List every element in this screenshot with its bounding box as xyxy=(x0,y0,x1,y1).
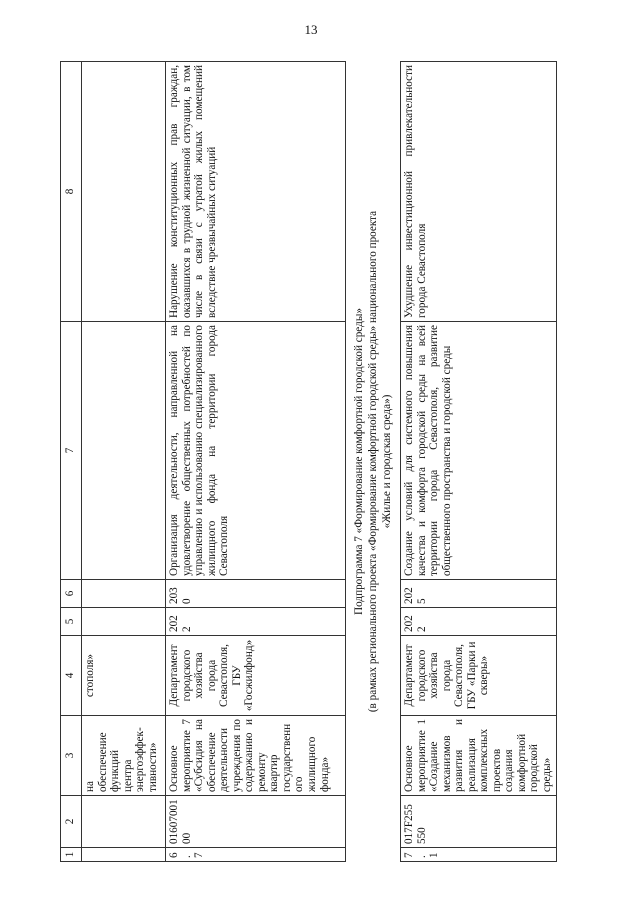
header-col-7: 7 xyxy=(61,322,82,580)
header-row xyxy=(61,62,82,862)
cell-result xyxy=(82,322,166,580)
cell-end: 2030 xyxy=(166,580,346,608)
rotated-table-page xyxy=(60,62,580,862)
cell-start: 2022 xyxy=(166,608,346,636)
table-row-7-1 xyxy=(401,62,557,862)
cell-measure-name: Основное мероприятие 7 «Субсидия на обеспечение деятельности учреждения по содержанию и ремонту квартир государственного жилищного фонда» xyxy=(166,716,346,796)
cell-code xyxy=(82,796,166,848)
page-number: 13 xyxy=(304,22,318,37)
cell-measure-name: Основное мероприятие 1 «Создание механизмов развития и реализация комплексных проектов создания комфортной городской среды» xyxy=(401,716,557,796)
header-col-6: 6 xyxy=(61,580,82,608)
cell-result: Организация деятельности, направленной на удовлетворение общественных потребностей по управлению и использованию специализированного жилищного фонда на территории города Севастополя xyxy=(166,322,346,580)
cell-num xyxy=(82,848,166,862)
cell-measure-name: на обеспечение функций центра энергоэффек-тивности» xyxy=(82,716,166,796)
header-col-8: 8 xyxy=(61,62,82,322)
cell-consequences: Нарушение конституционных прав граждан, оказавшихся в трудной жизненной ситуации, в том числе в связи с утратой жилых помещений вследствие чрезвычайных ситуаций xyxy=(166,62,346,322)
header-col-4: 4 xyxy=(61,636,82,716)
cell-consequences xyxy=(82,62,166,322)
table-row-continuation xyxy=(82,62,166,862)
header-col-1: 1 xyxy=(61,848,82,862)
subprogram-row xyxy=(346,62,401,862)
header-col-3: 3 xyxy=(61,716,82,796)
cell-executor: Департамент городского хозяйства города Севастополя, ГБУ «Госжилфонд» xyxy=(166,636,346,716)
header-col-2: 2 xyxy=(61,796,82,848)
subprogram-heading xyxy=(346,62,401,862)
cell-code: 0160700100 xyxy=(166,796,346,848)
cell-num: 7.1 xyxy=(401,848,557,862)
cell-start xyxy=(82,608,166,636)
table-row-6-7 xyxy=(166,62,346,862)
header-col-5: 5 xyxy=(61,608,82,636)
cell-num: 6.7 xyxy=(166,848,346,862)
cell-executor: стополя» xyxy=(82,636,166,716)
cell-executor: Департамент городского хозяйства города Севастополя, ГБУ «Парки и скверы» xyxy=(401,636,557,716)
cell-end: 2025 xyxy=(401,580,557,608)
cell-consequences: Ухудшение инвестиционной привлекательности города Севастополя xyxy=(401,62,557,322)
cell-end xyxy=(82,580,166,608)
cell-result: Создание условий для системного повышения качества и комфорта городской среды на всей территории города Севастополя, развитие общественного пространства и городской среды xyxy=(401,322,557,580)
cell-code: 017F255550 xyxy=(401,796,557,848)
subprogram-subtitle-2: «Жилье и городская среда») xyxy=(381,394,393,529)
measures-table xyxy=(60,61,557,862)
subprogram-title: Подпрограмма 7 «Формирование комфортной городской среды» xyxy=(353,308,365,615)
cell-start: 2022 xyxy=(401,608,557,636)
subprogram-subtitle: (в рамках регионального проекта «Формирование комфортной городской среды» национального проекта xyxy=(367,210,379,713)
